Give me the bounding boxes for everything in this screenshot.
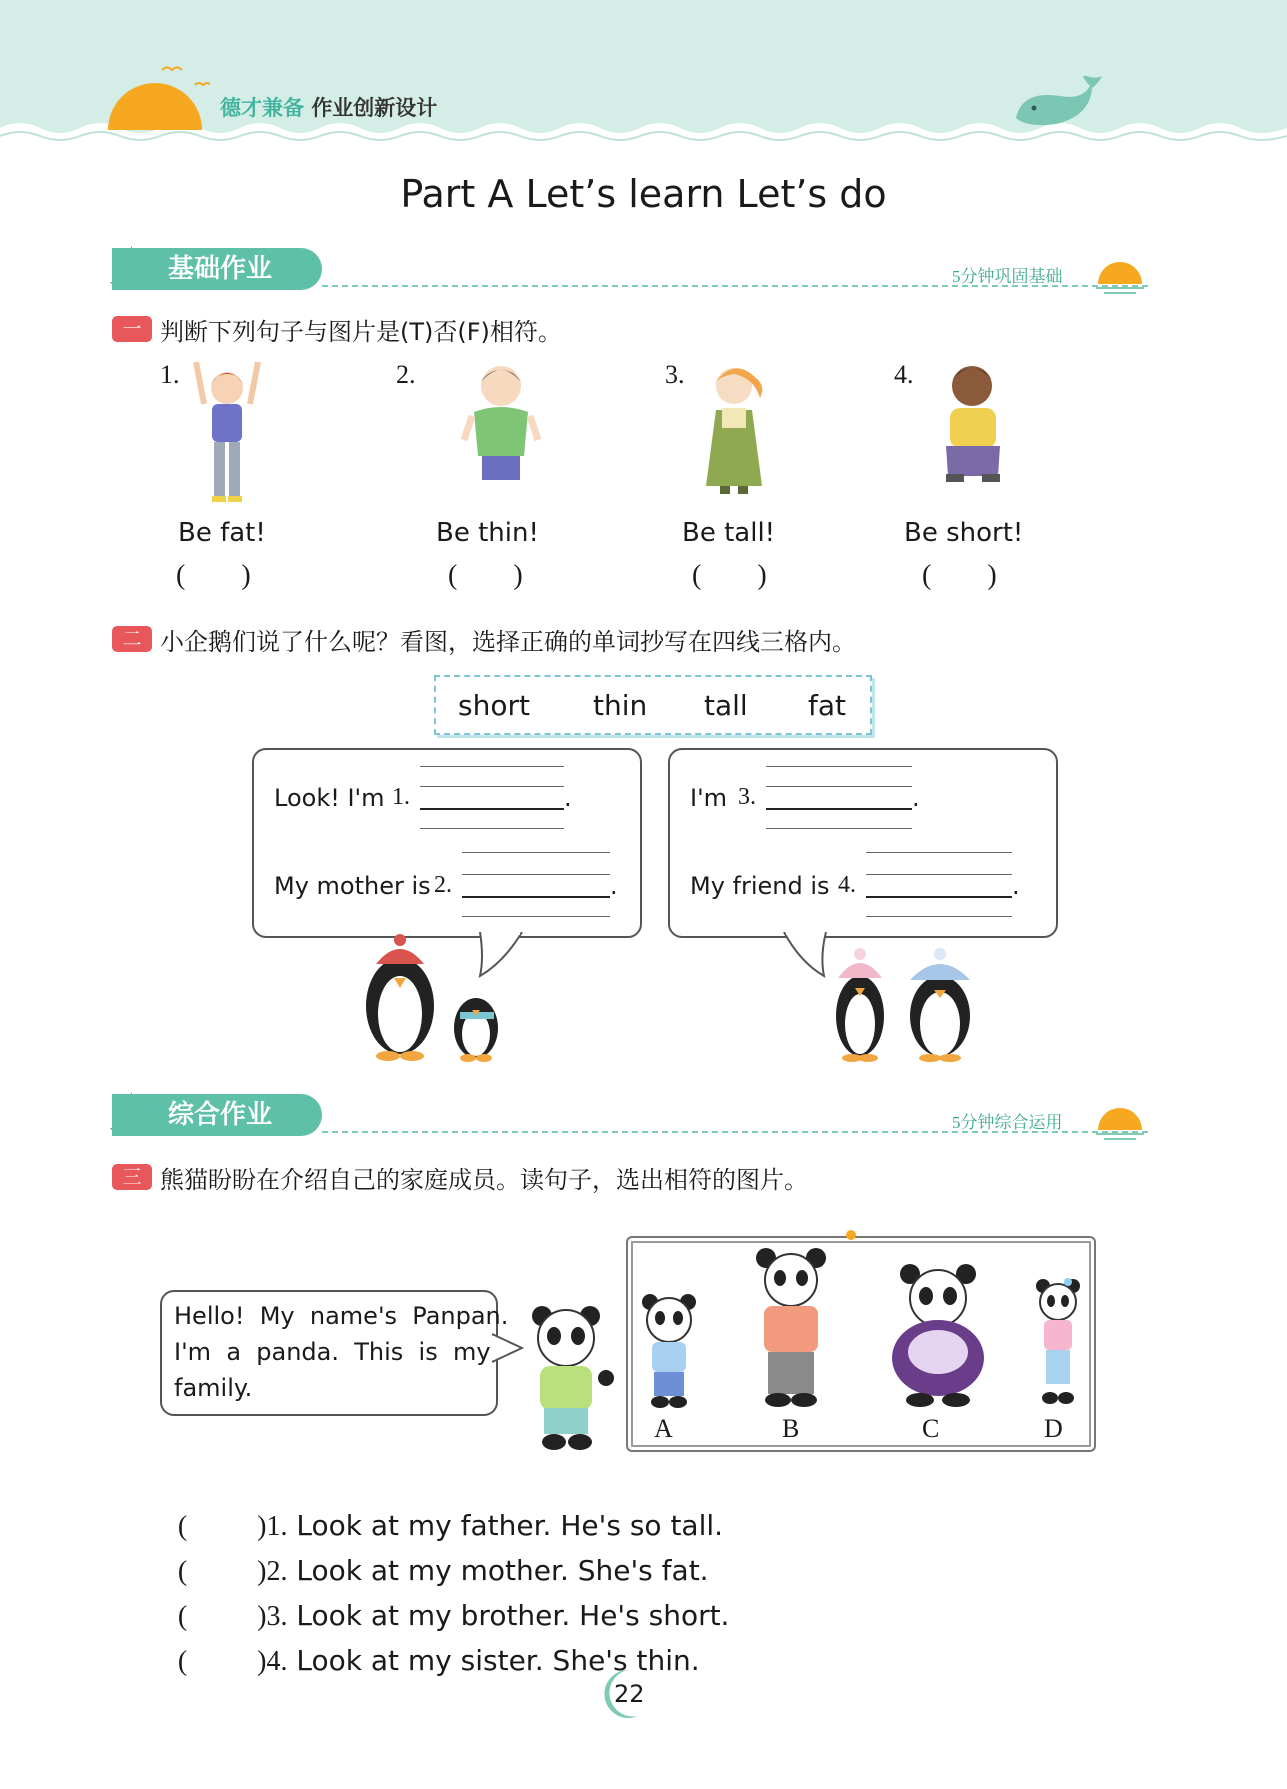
writing-line	[866, 896, 1012, 898]
q3-item-number: 1.	[266, 1511, 288, 1542]
q3-sentence: Look at my brother. He's short.	[296, 1599, 730, 1632]
q3-sentence: Look at my sister. She's thin.	[296, 1644, 700, 1677]
writing-line	[766, 786, 912, 787]
writing-line	[420, 808, 564, 810]
q3-item-number: 3.	[266, 1601, 288, 1632]
writing-line	[462, 896, 610, 898]
writing-line	[766, 766, 912, 767]
penguins-left-illustration	[356, 934, 516, 1062]
q3-badge: 三	[112, 1164, 152, 1190]
boy-green-shirt-illustration	[458, 356, 544, 496]
bubble-left-num1: 1.	[392, 784, 410, 810]
q1-phrase: Be short!	[904, 518, 1024, 548]
q1-answer-blank[interactable]: ( )	[448, 560, 523, 591]
boy-arms-up-illustration	[192, 356, 262, 506]
sun-icon	[100, 60, 210, 130]
q2-instruction: 小企鹅们说了什么呢？看图，选择正确的单词抄写在四线三格内。	[160, 628, 856, 656]
q3-answer-blank[interactable]: ( )	[177, 1556, 267, 1587]
bubble-right-num1: 3.	[738, 784, 756, 810]
q1-item-number: 4.	[894, 360, 914, 389]
bubble-right-line2: My friend is	[690, 872, 830, 900]
writing-line	[462, 852, 610, 853]
panda-option-c-illustration[interactable]	[886, 1260, 990, 1408]
q3-answer-blank[interactable]: ( )	[177, 1511, 267, 1542]
word-bank-item: tall	[704, 689, 748, 722]
q3-answer-blank[interactable]: ( )	[177, 1601, 267, 1632]
bubble-right-num2: 4.	[838, 872, 856, 898]
bubble-period: .	[912, 784, 920, 812]
brand-dark-text: 作业创新设计	[311, 96, 438, 120]
panpan-panda-illustration	[520, 1302, 616, 1452]
panpan-speech-line: I'm a panda. This is my	[174, 1338, 491, 1366]
writing-line	[866, 916, 1012, 917]
word-bank-item: fat	[808, 689, 846, 722]
q1-phrase: Be fat!	[178, 518, 266, 548]
panda-option-a-illustration[interactable]	[636, 1290, 702, 1410]
bubble-period: .	[1012, 872, 1020, 900]
header-brand	[220, 92, 437, 122]
section-basic-right-label: 5分钟巩固基础	[952, 267, 1063, 286]
q1-answer-blank[interactable]: ( )	[692, 560, 767, 591]
bubble-right-line1: I'm	[690, 784, 728, 812]
section-comprehensive-title: 综合作业	[112, 1094, 322, 1136]
q3-instruction: 熊猫盼盼在介绍自己的家庭成员。读句子，选出相符的图片。	[160, 1166, 808, 1194]
boy-sitting-illustration	[936, 356, 1010, 486]
whale-icon	[1012, 76, 1112, 132]
q3-item-number: 4.	[266, 1646, 288, 1677]
writing-line	[420, 828, 564, 829]
q1-item-number: 1.	[160, 360, 180, 389]
q1-phrase: Be thin!	[436, 518, 539, 548]
q3-item-number: 2.	[266, 1556, 288, 1587]
word-bank-item: thin	[593, 689, 648, 722]
q3-sentence: Look at my father. He's so tall.	[296, 1509, 724, 1542]
bubble-period: .	[564, 784, 572, 812]
q1-phrase: Be tall!	[682, 518, 776, 548]
option-label-c: C	[922, 1414, 940, 1443]
writing-line	[866, 852, 1012, 853]
frame-pin	[846, 1230, 856, 1240]
bubble-period: .	[610, 872, 618, 900]
bubble-left-line2: My mother is	[274, 872, 431, 900]
word-bank-box	[434, 675, 872, 735]
writing-line	[866, 874, 1012, 875]
q1-item-number: 2.	[396, 360, 416, 389]
q1-answer-blank[interactable]: ( )	[922, 560, 997, 591]
word-bank-item: short	[458, 689, 530, 722]
girl-green-dress-illustration	[696, 356, 772, 496]
bubble-left-num2: 2.	[434, 872, 452, 898]
q1-badge: 一	[112, 316, 152, 342]
page-title: Part A Let’s learn Let’s do	[400, 172, 887, 216]
option-label-a: A	[654, 1414, 673, 1443]
writing-line	[462, 916, 610, 917]
writing-line	[462, 874, 610, 875]
writing-line	[420, 786, 564, 787]
q2-badge: 二	[112, 626, 152, 652]
section-comprehensive-right-label: 5分钟综合运用	[952, 1113, 1063, 1132]
small-sun-icon	[1094, 254, 1146, 296]
panpan-speech-line: Hello! My name's Panpan.	[174, 1302, 509, 1330]
option-label-d: D	[1044, 1414, 1063, 1443]
q3-sentence: Look at my mother. She's fat.	[296, 1554, 709, 1587]
q1-instruction: 判断下列句子与图片是(T)否(F)相符。	[160, 318, 562, 346]
speech-bubble-right-tail	[780, 932, 830, 978]
q1-answer-blank[interactable]: ( )	[176, 560, 251, 591]
section-basic-title: 基础作业	[112, 248, 322, 290]
q1-item-number: 3.	[665, 360, 685, 389]
brand-green-text: 德才兼备	[220, 96, 304, 120]
writing-line	[766, 828, 912, 829]
writing-line	[420, 766, 564, 767]
page-number: 22	[614, 1680, 645, 1708]
speech-bubble-right	[668, 748, 1058, 938]
penguins-right-illustration	[826, 944, 986, 1064]
bubble-left-line1: Look! I'm	[274, 784, 385, 812]
panda-option-d-illustration[interactable]	[1032, 1276, 1084, 1408]
option-label-b: B	[782, 1414, 800, 1443]
speech-bubble-left	[252, 748, 642, 938]
panpan-speech-line: family.	[174, 1374, 253, 1402]
small-sun-icon	[1094, 1100, 1146, 1142]
q3-answer-blank[interactable]: ( )	[177, 1646, 267, 1677]
writing-line	[766, 808, 912, 810]
panda-option-b-illustration[interactable]	[746, 1244, 836, 1408]
